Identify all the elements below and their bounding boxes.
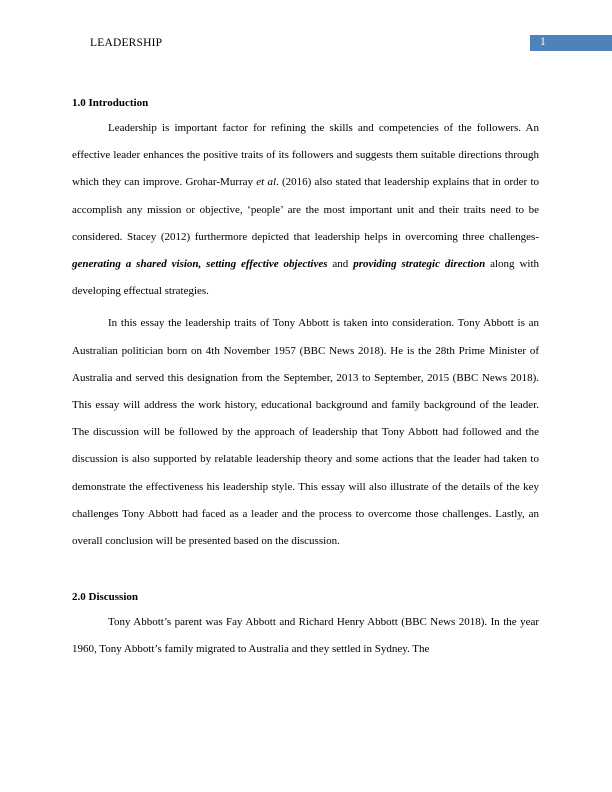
running-head: LEADERSHIP: [90, 37, 163, 49]
introduction-paragraph-1: [72, 115, 539, 305]
document-body: [72, 94, 539, 664]
section-heading-discussion: 2.0 Discussion: [72, 591, 139, 604]
introduction-paragraph-2: In this essay the leadership traits of Tony Abbott is taken into consideration. Tony Abbott is an Australian politician born on 4th November 1957 (BBC News 2018). He is the 28th Prime Minister of Australia and served this designation from the September, 2013 to September, 2015 (BBC News 2018). This essay will address the work history, educational background and family background of the leader. The discussion will be followed by the approach of leadership that Tony Abbott had followed and the discussion is also supported by relatable leadership theory and some actions that the leader had taken to demonstrate the effectiveness his leadership style. This essay will also illustrate of the details of the key challenges Tony Abbott had faced as a leader and the process to overcome those challenges. Lastly, an overall conclusion will be presented based on the discussion.: [72, 317, 539, 548]
italic-text: et al: [256, 176, 276, 189]
bold-italic-text: generating a shared vision, setting effective objectives: [72, 258, 328, 271]
section-heading-introduction: 1.0 Introduction: [72, 97, 149, 109]
text-run: . (2016) also stated that leadership explains that in order to accomplish any mission or objective, ‘people’ are the most important unit and their traits need to be considered. Stacey (2012) furthermore depicted that leadership helps in overcoming three challenges-: [72, 176, 539, 243]
text-run: Leadership is important factor for refining the skills and competencies of the followers. An effective leader enhances the positive traits of its followers and suggests them suitable directions through which they can improve. Grohar-Murray: [72, 122, 539, 189]
text-run: and: [327, 258, 354, 271]
bold-italic-text: providing strategic direction: [353, 258, 486, 271]
page-number-badge: [530, 35, 612, 51]
discussion-paragraph-1: Tony Abbott’s parent was Fay Abbott and Richard Henry Abbott (BBC News 2018). In the year 1960, Tony Abbott’s family migrated to Australia and they settled in Sydney. The: [72, 616, 539, 656]
text-run: along with developing effectual strategies.: [72, 258, 539, 298]
page-number: 1: [540, 36, 546, 48]
